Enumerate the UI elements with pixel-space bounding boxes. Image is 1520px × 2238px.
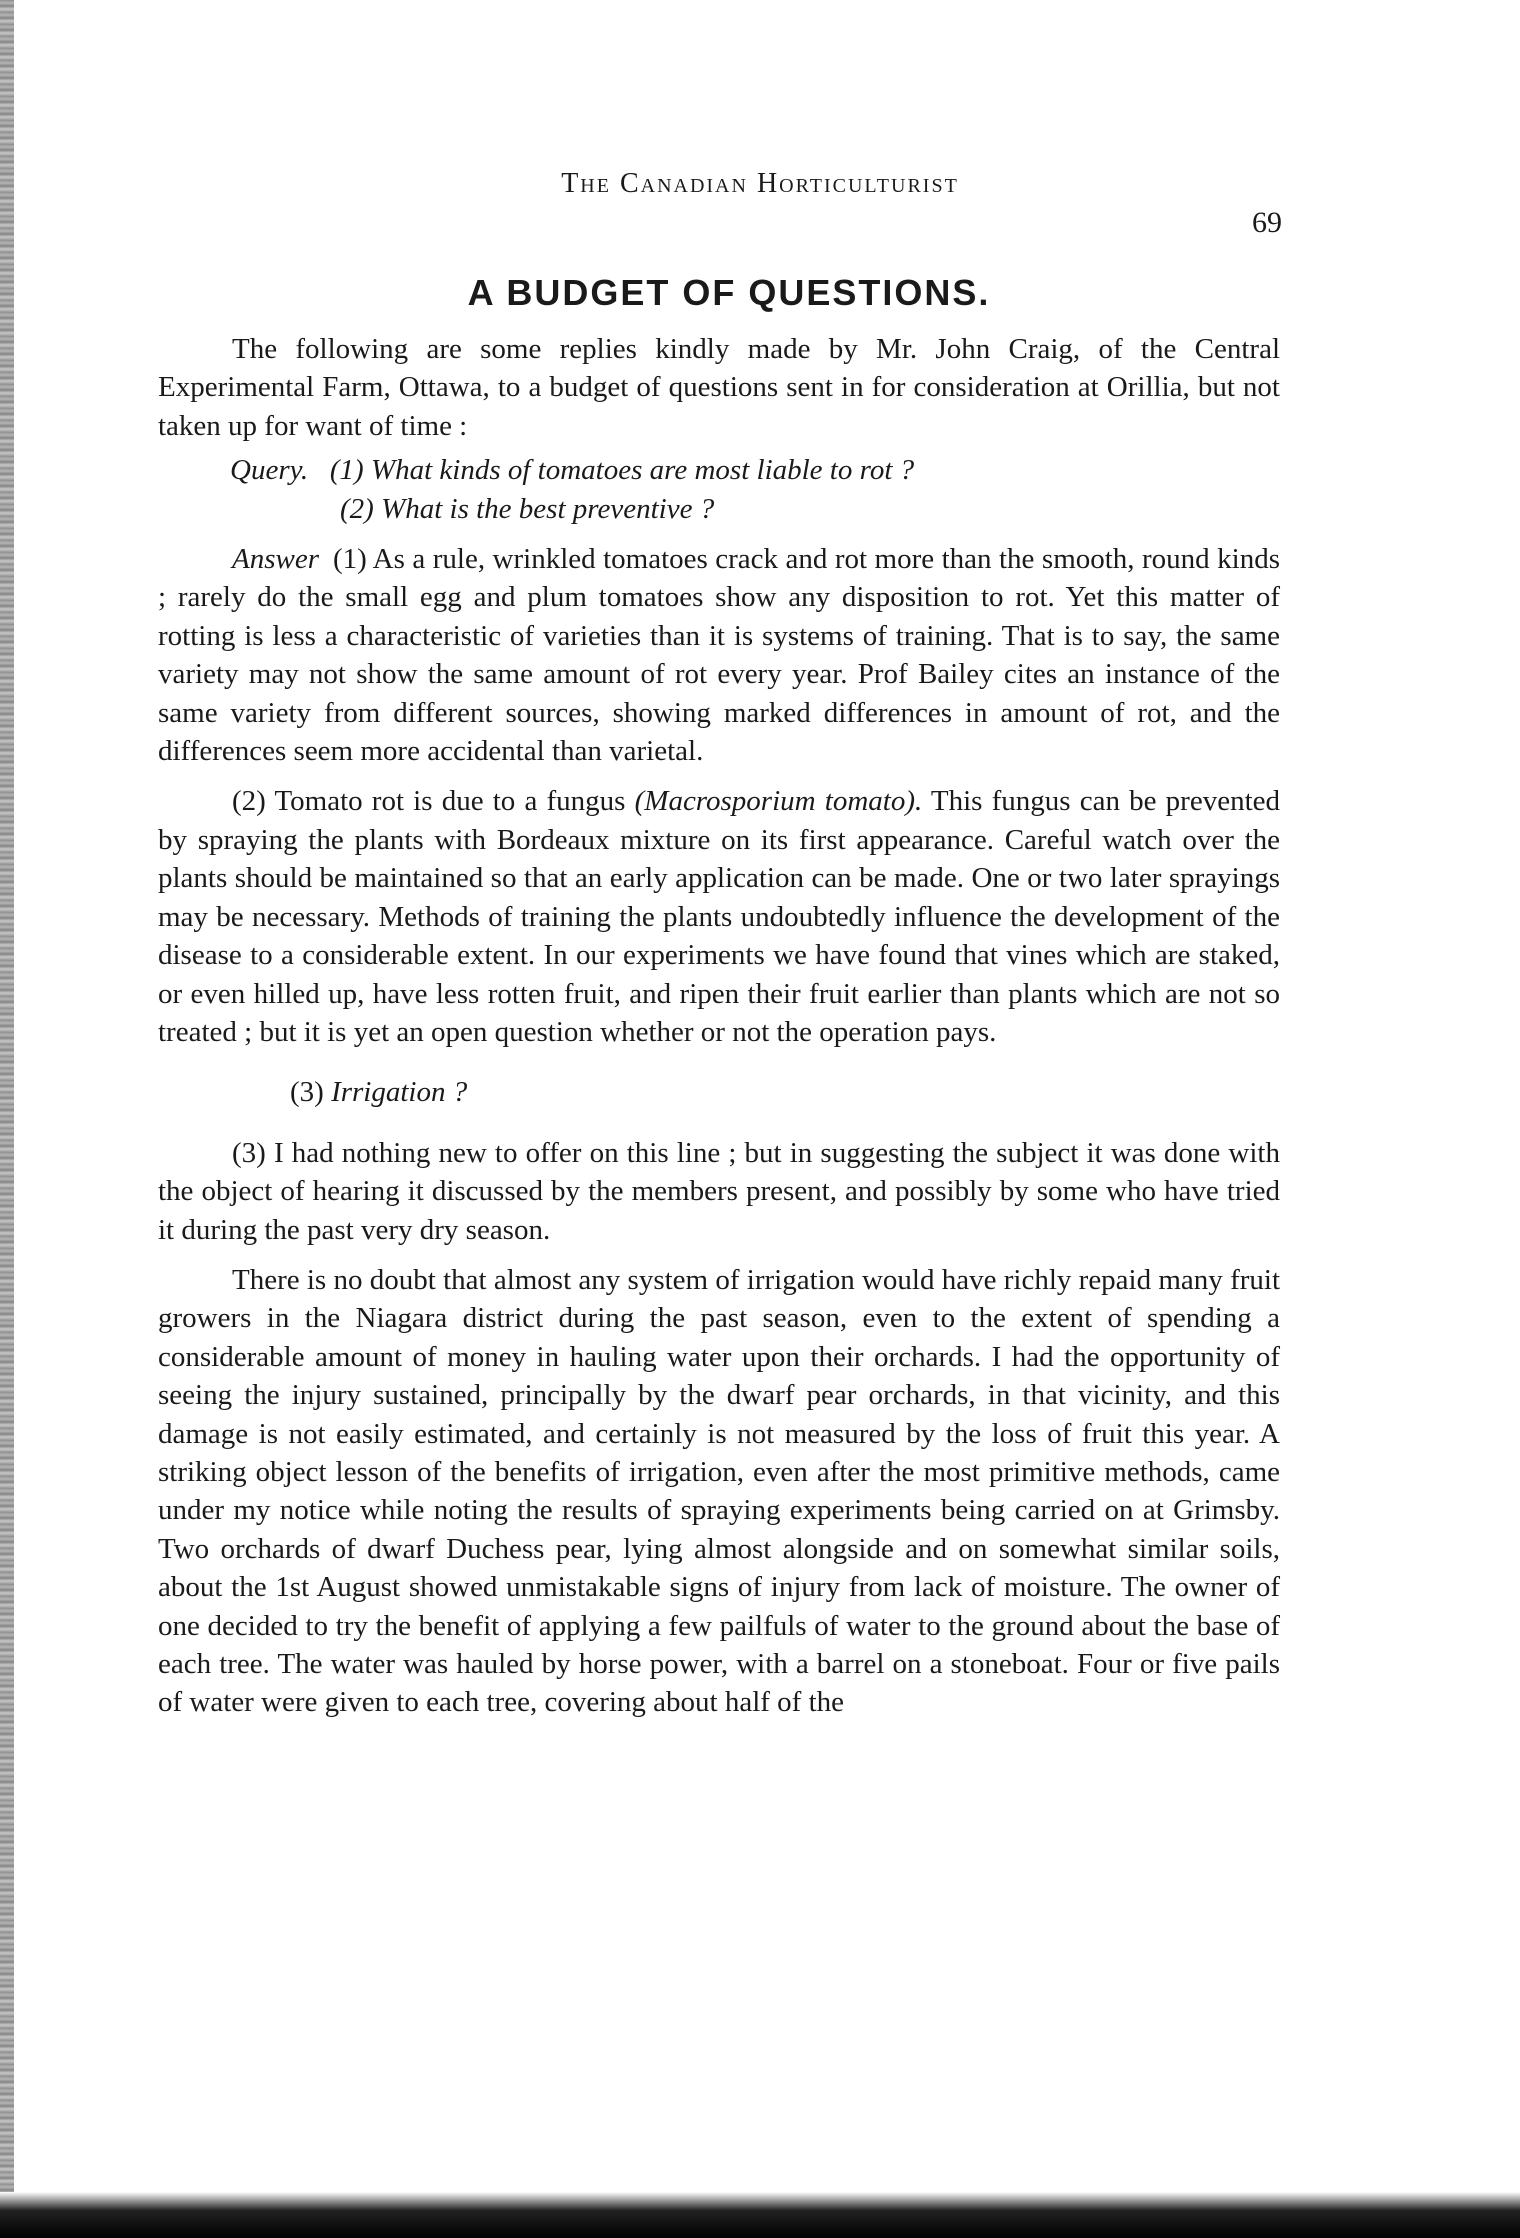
query-2: (2) What is the best preventive ? xyxy=(340,492,715,525)
answer-3-paragraph: (3) I had nothing new to offer on this line ; but in suggesting the subject it was done with the object of hearing it discussed by the members present, and possibly by some who have tried it during the past very dry season. xyxy=(158,1136,1280,1246)
fungus-name: (Macrosporium tomato). xyxy=(634,785,923,818)
article-title: A BUDGET OF QUESTIONS. xyxy=(467,272,991,313)
running-header: The Canadian Horticulturist xyxy=(561,168,959,199)
query-block xyxy=(230,451,1280,528)
intro-paragraph: The following are some replies kindly made by Mr. John Craig, of the Central Experimental Farm, Ottawa, to a budget of questions sent in for consideration at Orillia, but not taken up for want of time : xyxy=(158,333,1280,442)
answer-2-start: (2) Tomato rot is due to a fungus xyxy=(232,785,635,818)
query-label: Query. xyxy=(230,454,309,487)
answer-2-paragraph xyxy=(158,782,1280,1051)
answer-1-paragraph xyxy=(158,540,1280,770)
query-line-1 xyxy=(230,451,1280,489)
query-3 xyxy=(290,1073,1280,1111)
answer-2-rest: This fungus can be prevented by spraying the plants with Bordeaux mixture on its first appearance. Careful watch over the plants should be maintained so that an early application can be made. One or two later sprayings may be necessary. Methods of training the plants undoubtedly influence the development of the disease to a considerable extent. In our experiments we have found that vines which are staked, or even hilled up, have less rotten fruit, and ripen their fruit earlier than plants which are not so treated ; but it is yet an open question whether or not the operation pays. xyxy=(158,785,1280,1048)
irrigation-paragraph: There is no doubt that almost any system of irrigation would have richly repaid many fruit growers in the Niagara district during the past season, even to the extent of spending a considerable amount of money in hauling water upon their orchards. I had the opportunity of seeing the injury sustained, principally by the dwarf pear orchards, in that vicinity, and this damage is not easily estimated, and certainly is not measured by the loss of fruit this year. A striking object lesson of the benefits of irrigation, even after the most primitive methods, came under my notice while noting the results of spraying experiments being carried on at Grimsby. Two orchards of dwarf Duchess pear, lying almost alongside and on somewhat similar soils, about the 1st August showed unmistakable signs of injury from lack of moisture. The owner of one decided to try the benefit of applying a few pailfuls of water to the ground about the base of each tree. The water was hauled by horse power, with a barrel on a stoneboat. Four or five pails of water were given to each tree, covering about half of the xyxy=(158,1263,1280,1719)
answer-label: Answer xyxy=(232,543,319,576)
page-number: 69 xyxy=(1252,206,1282,239)
query-3-text: Irrigation ? xyxy=(331,1076,468,1109)
query-1: (1) What kinds of tomatoes are most liable to rot ? xyxy=(329,454,915,487)
article-body xyxy=(158,330,1280,1722)
page-bottom-edge xyxy=(0,2192,1520,2238)
query-3-number: (3) xyxy=(290,1076,324,1109)
answer-1-text: (1) As a rule, wrinkled tomatoes crack and rot more than the smooth, round kinds ; rarely do the small egg and plum tomatoes show any disposition to rot. Yet this matter of rotting is less a characteristic of varieties than it is systems of training. That is to say, the same variety may not show the same amount of rot every year. Prof Bailey cites an instance of the same variety from different sources, showing marked differences in amount of rot, and the differences seem more accidental than varietal. xyxy=(158,543,1280,768)
page-binding-edge xyxy=(0,0,14,2238)
